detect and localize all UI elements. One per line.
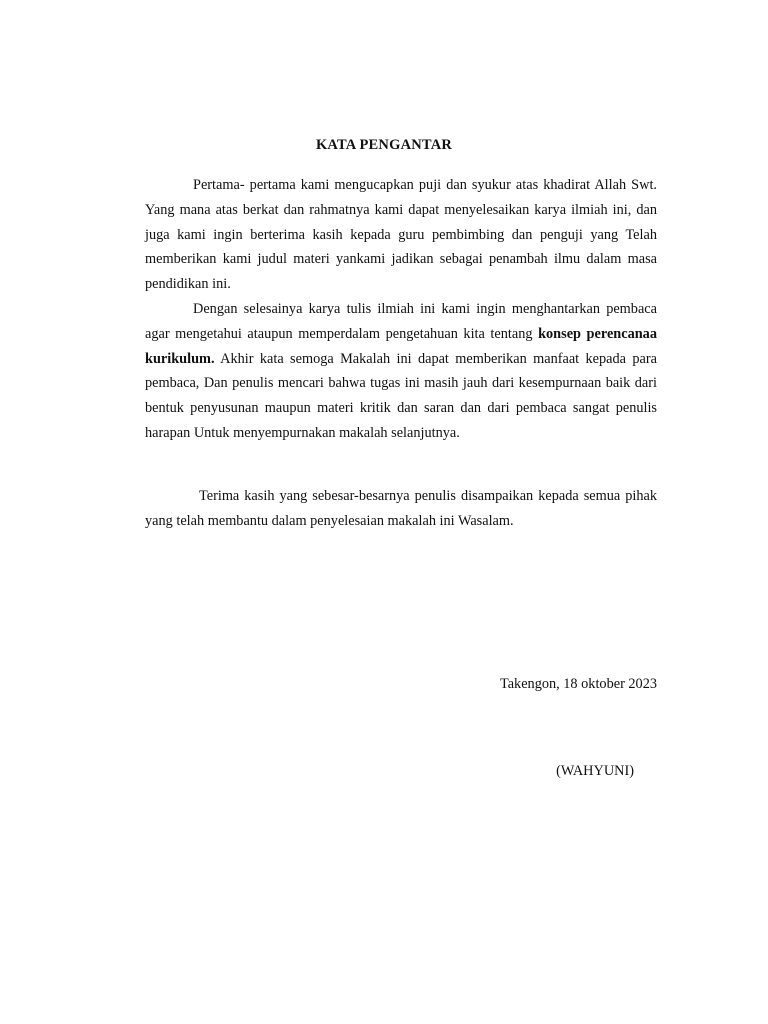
paragraph-2-bold-phrase: konsep perencanaa kurikulum. <box>145 325 657 367</box>
paragraph-2 <box>145 297 657 446</box>
signer-name: (WAHYUNI) <box>556 763 634 779</box>
paragraph-1: Pertama- pertama kami mengucapkan puji dan syukur atas khadirat Allah Swt. Yang mana atas berkat dan rahmatnya kami dapat menyelesaikan karya ilmiah ini, dan juga kami ingin berterima kasih kepada guru pembimbing dan penguji yang Telah memberikan kami judul materi yankami jadikan sebagai penambah ilmu dalam masa pendidikan ini. <box>145 177 657 293</box>
paragraph-2-text-end: Akhir kata semoga Makalah ini dapat memberikan manfaat kepada para pembaca, Dan penulis mencari bahwa tugas ini masih jauh dari kesempurnaan baik dari bentuk penyusunan maupun materi kritik dan saran dan dari pembaca sangat penulis harapan Untuk menyempurnakan makalah selanjutnya. <box>145 350 657 441</box>
place-date: Takengon, 18 oktober 2023 <box>499 676 657 692</box>
paragraph-3: Terima kasih yang sebesar-besarnya penulis disampaikan kepada semua pihak yang telah membantu dalam penyelesaian makalah ini Wasalam. <box>145 488 657 529</box>
page-title: KATA PENGANTAR <box>315 137 453 153</box>
paragraph-2-text-start: Dengan selesainya karya tulis ilmiah ini kami ingin menghantarkan pembaca agar mengetahui ataupun memperdalam pengetahuan kita tentang <box>145 301 657 342</box>
